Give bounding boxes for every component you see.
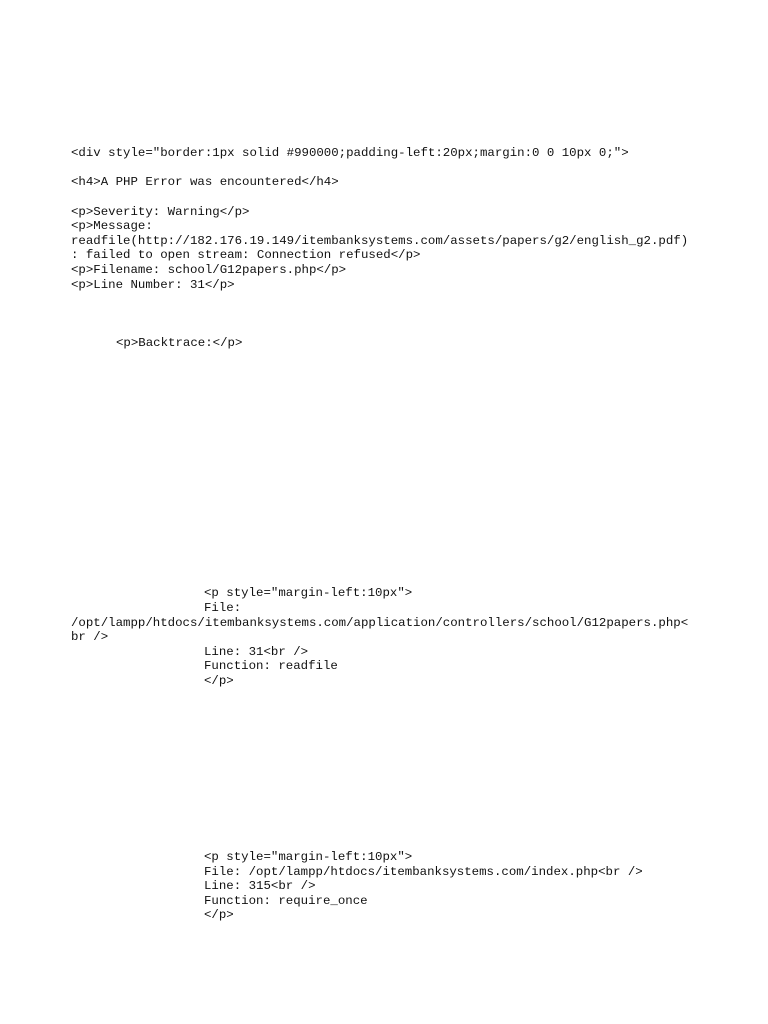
message-text-line1: readfile(http://182.176.19.149/itembanksystems.com/assets/papers/g2/english_g2.pdf)	[71, 234, 689, 248]
message-label: <p>Message:	[71, 219, 153, 233]
frame-2-line: Line: 315<br />	[204, 879, 316, 893]
frame-2-p-close: </p>	[204, 908, 234, 922]
line-number-line: <p>Line Number: 31</p>	[71, 278, 235, 292]
message-text-line2: : failed to open stream: Connection refused</p>	[71, 248, 421, 262]
frame-1-p-open: <p style="margin-left:10px">	[204, 586, 413, 600]
frame-1-function: Function: readfile	[204, 659, 338, 673]
frame-1-file-path-cont: br />	[71, 630, 109, 644]
frame-1-file-path: /opt/lampp/htdocs/itembanksystems.com/application/controllers/school/G12papers.php<	[71, 616, 689, 630]
backtrace-label: <p>Backtrace:</p>	[116, 336, 243, 350]
frame-1-line: Line: 31<br />	[204, 645, 309, 659]
frame-1-p-close: </p>	[204, 674, 234, 688]
frame-2-file: File: /opt/lampp/htdocs/itembanksystems.com/index.php<br />	[204, 865, 643, 879]
frame-2-function: Function: require_once	[204, 894, 368, 908]
error-heading: <h4>A PHP Error was encountered</h4>	[71, 175, 339, 189]
frame-2-p-open: <p style="margin-left:10px">	[204, 850, 413, 864]
filename-line: <p>Filename: school/G12papers.php</p>	[71, 263, 347, 277]
severity-line: <p>Severity: Warning</p>	[71, 205, 250, 219]
div-open-tag: <div style="border:1px solid #990000;padding-left:20px;margin:0 0 10px 0;">	[71, 146, 629, 160]
frame-1-file-label: File:	[204, 601, 242, 615]
